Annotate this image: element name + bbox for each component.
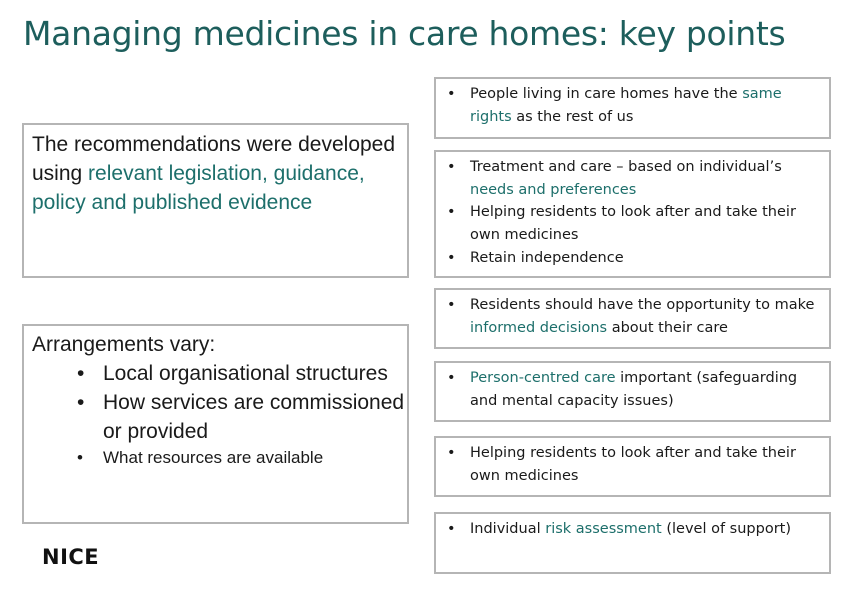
informed-decisions-list [436, 294, 821, 339]
risk-assessment-text: Individual [470, 521, 546, 537]
risk-assessment-box [434, 512, 831, 574]
arrangements-item: • How services are commissioned or provided [77, 388, 407, 446]
page-title: Managing medicines in care homes: key points [23, 14, 786, 53]
treatment-item [436, 156, 821, 201]
arrangements-box [22, 324, 409, 524]
same-rights-box [434, 77, 831, 139]
arrangements-item: • What resources are available [77, 446, 407, 470]
own-medicines-item: • Helping residents to look after and take their own medicines [436, 201, 821, 246]
risk-assessment-text-end: (level of support) [661, 521, 792, 537]
arrangements-heading: Arrangements vary: [32, 333, 216, 356]
recommendations-text-plain: The recommendations were developed using [32, 133, 396, 185]
person-centred-highlight: Person-centred care [470, 370, 616, 386]
treatment-highlight: needs and preferences [470, 181, 637, 198]
risk-assessment-item [436, 518, 821, 541]
own-medicines-list [436, 442, 821, 487]
informed-decisions-text: Residents should have the opportunity to make [470, 297, 815, 313]
independence-item: • Retain independence [436, 247, 821, 270]
informed-decisions-item [436, 294, 821, 339]
person-centred-text: important (safeguarding and mental capacity issues) [470, 370, 798, 409]
treatment-list [436, 156, 821, 270]
informed-decisions-box [434, 288, 831, 349]
same-rights-text: People living in care homes have the [470, 86, 743, 102]
recommendations-text [32, 130, 407, 217]
recommendations-text-highlight: relevant legislation, guidance, policy and published evidence [32, 162, 365, 214]
risk-assessment-highlight: risk assessment [545, 521, 662, 537]
informed-decisions-text-end: about their care [607, 319, 728, 336]
own-medicines-item-2: • Helping residents to look after and take their own medicines [436, 442, 821, 487]
person-centred-box [434, 361, 831, 422]
person-centred-list [436, 367, 821, 412]
treatment-box [434, 150, 831, 278]
same-rights-highlight: same rights [470, 86, 782, 125]
nice-logo: NICE [42, 545, 100, 569]
arrangements-list [32, 359, 407, 470]
risk-assessment-list [436, 518, 821, 541]
same-rights-list [436, 83, 821, 128]
person-centred-item [436, 367, 821, 412]
same-rights-text-end: as the rest of us [511, 108, 634, 125]
informed-decisions-highlight: informed decisions [470, 319, 608, 336]
treatment-text: Treatment and care – based on individual’s [470, 159, 782, 175]
recommendations-box [22, 123, 409, 278]
same-rights-item [436, 83, 821, 128]
own-medicines-box [434, 436, 831, 497]
arrangements-text [32, 330, 407, 470]
arrangements-item: • Local organisational structures [77, 359, 407, 388]
